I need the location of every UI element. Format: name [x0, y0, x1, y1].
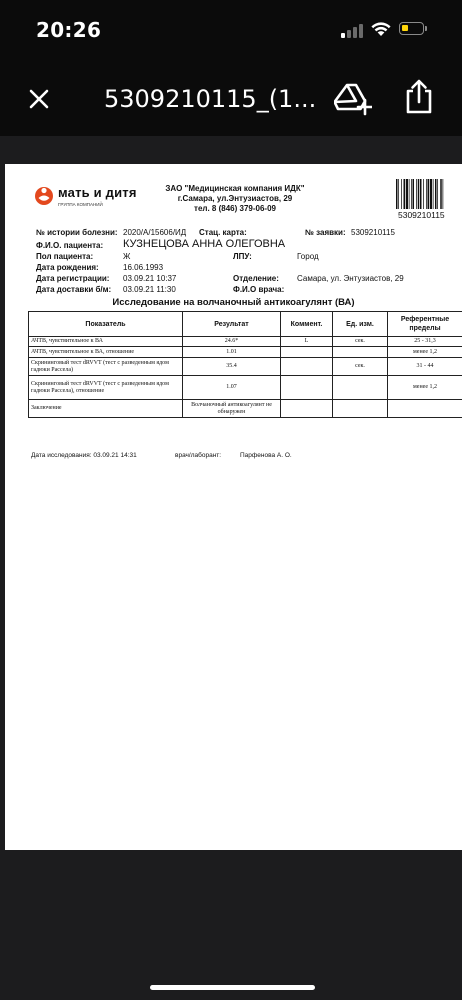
- birth-value: 16.06.1993: [123, 263, 164, 272]
- results-table: [28, 311, 462, 418]
- company-address: г.Самара, ул.Энтузиастов, 29: [177, 194, 293, 203]
- wifi-icon: [370, 20, 392, 37]
- sex-value: Ж: [123, 252, 131, 261]
- cell-unit: [333, 400, 388, 418]
- cell-unit: [333, 376, 388, 400]
- cell-comment: [281, 400, 333, 418]
- doctor-label: врач/лаборант:: [175, 452, 222, 459]
- table-row: [29, 376, 462, 400]
- cell-comment: L: [281, 337, 333, 347]
- company-name: ЗАО "Медицинская компания ИДК": [165, 184, 305, 193]
- department-value: Самара, ул. Энтузиастов, 29: [297, 274, 404, 283]
- doctor-name: Парфенова А. О.: [240, 452, 292, 459]
- cell-unit: сек.: [333, 337, 388, 347]
- cell-indicator: Скрининговый тест dRVVT (тест с разведенным ядом гадюки Рассела), отношение: [29, 376, 183, 400]
- report-title: Исследование на волчаночный антикоагулянт (ВА): [112, 297, 355, 308]
- cell-indicator: Заключение: [29, 400, 183, 418]
- table-header-row: [29, 312, 462, 337]
- col-header-reference: Референтные пределы: [388, 312, 462, 337]
- cell-comment: [281, 376, 333, 400]
- patient-value: КУЗНЕЦОВА АННА ОЛЕГОВНА: [123, 238, 286, 250]
- cell-indicator: АЧТВ, чувствительное к ВА, отношение: [29, 347, 183, 358]
- clinic-logo-icon: [33, 184, 55, 206]
- cell-comment: [281, 358, 333, 376]
- history-label: № истории болезни:: [36, 228, 118, 237]
- cell-comment: [281, 347, 333, 358]
- registration-value: 03.09.21 10:37: [123, 274, 177, 283]
- company-header: [135, 184, 335, 214]
- lpu-label: ЛПУ:: [233, 252, 252, 261]
- lpu-value: Город: [297, 252, 319, 261]
- status-time: 20:26: [36, 18, 102, 42]
- col-header-comment: Коммент.: [281, 312, 333, 337]
- logo-name: мать и дитя: [58, 185, 137, 200]
- col-header-unit: Ед. изм.: [333, 312, 388, 337]
- add-to-drive-icon[interactable]: [334, 80, 372, 116]
- home-indicator[interactable]: [150, 985, 315, 990]
- cell-result: 1.07: [183, 376, 281, 400]
- file-title: 5309210115_(1...: [104, 85, 317, 113]
- close-icon[interactable]: [24, 84, 54, 114]
- cell-result: 24.6*: [183, 337, 281, 347]
- company-phone: тел. 8 (846) 379-06-09: [194, 204, 276, 213]
- viewer-title-bar: [0, 62, 462, 136]
- registration-label: Дата регистрации:: [36, 274, 110, 283]
- battery-icon: [399, 22, 424, 35]
- department-label: Отделение:: [233, 274, 279, 283]
- cell-result: 35.4: [183, 358, 281, 376]
- logo-subtitle: ГРУППА КОМПАНИЙ: [58, 202, 103, 207]
- doctor-field-label: Ф.И.О врача:: [233, 285, 285, 294]
- cell-reference: менее 1,2: [388, 347, 462, 358]
- cell-reference: [388, 400, 462, 418]
- cell-reference: менее 1,2: [388, 376, 462, 400]
- cell-indicator: Скрининговый тест dRVVT (тест с разведенным ядом гадюки Рассела): [29, 358, 183, 376]
- request-value: 5309210115: [351, 228, 395, 237]
- cell-reference: 31 - 44: [388, 358, 462, 376]
- study-date: Дата исследования: 03.09.21 14:31: [31, 452, 137, 459]
- delivery-label: Дата доставки б/м:: [36, 285, 112, 294]
- status-bar: [0, 0, 462, 62]
- cell-unit: [333, 347, 388, 358]
- card-label: Стац. карта:: [199, 228, 247, 237]
- cell-unit: сек.: [333, 358, 388, 376]
- cellular-signal-icon: [341, 22, 365, 38]
- barcode: [396, 179, 457, 209]
- table-row: [29, 337, 462, 347]
- cell-result: 1.01: [183, 347, 281, 358]
- request-label: № заявки:: [305, 228, 346, 237]
- sex-label: Пол пациента:: [36, 252, 94, 261]
- col-header-result: Результат: [183, 312, 281, 337]
- cell-indicator: АЧТВ, чувствительное к ВА: [29, 337, 183, 347]
- birth-label: Дата рождения:: [36, 263, 99, 272]
- table-row: [29, 358, 462, 376]
- document-page: [5, 164, 462, 850]
- delivery-value: 03.09.21 11:30: [123, 285, 176, 294]
- barcode-number: 5309210115: [398, 210, 445, 220]
- share-icon[interactable]: [404, 78, 434, 116]
- cell-reference: 25 - 31,3: [388, 337, 462, 347]
- history-value: 2020/А/15606/ИД: [123, 228, 187, 237]
- table-row: [29, 347, 462, 358]
- table-row: [29, 400, 462, 418]
- cell-result: Волчаночный антикоагулянт не обнаружен: [183, 400, 281, 418]
- patient-label: Ф.И.О. пациента:: [36, 241, 104, 250]
- col-header-indicator: Показатель: [29, 312, 183, 337]
